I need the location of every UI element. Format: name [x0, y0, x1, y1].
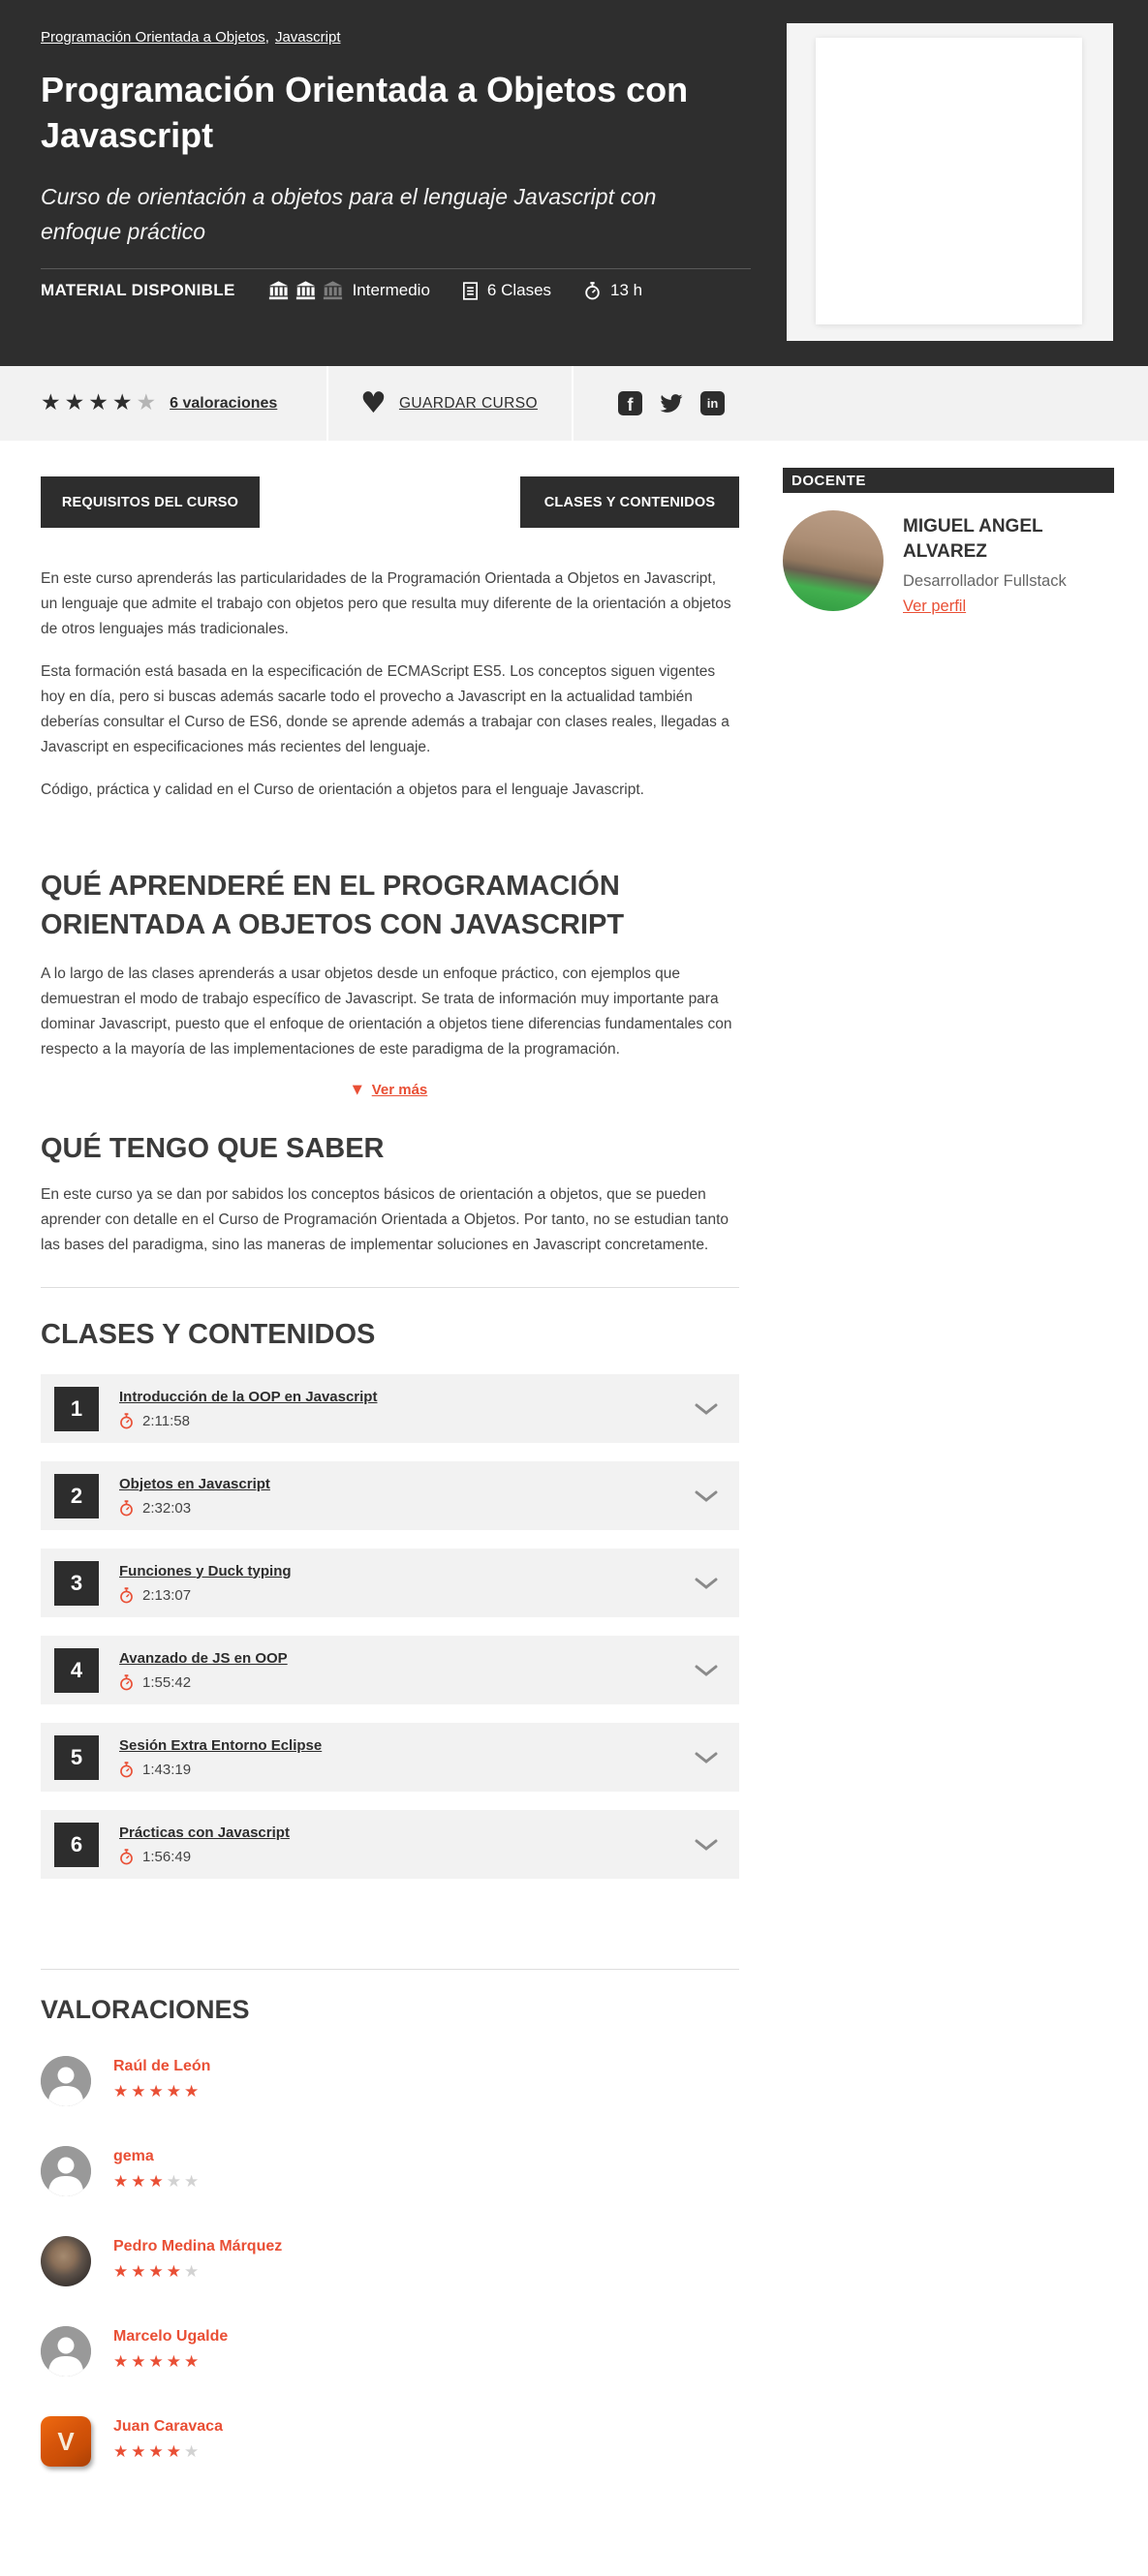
review-star-rating	[113, 2444, 223, 2462]
class-duration-text: 2:13:07	[142, 1586, 192, 1604]
duration-label: 13 h	[610, 281, 643, 299]
star-icon: ★	[184, 2172, 200, 2193]
class-info	[119, 1476, 270, 1517]
docente-card	[783, 510, 1114, 616]
star-icon: ★	[131, 2352, 146, 2373]
level-indicator	[268, 281, 430, 300]
document-icon	[463, 282, 478, 300]
chevron-down-icon[interactable]	[695, 1838, 718, 1851]
learn-section-heading: QUÉ APRENDERÉ EN EL PROGRAMACIÓN ORIENTADA A OBJETOS CON JAVASCRIPT	[41, 871, 625, 941]
course-image-placeholder	[787, 23, 1113, 341]
chevron-down-icon[interactable]	[695, 1489, 718, 1502]
intro-paragraph-3: Código, práctica y calidad en el Curso de orientación a objetos para el lenguaje Javascript.	[41, 782, 644, 798]
section-divider	[41, 1287, 739, 1288]
class-duration	[119, 1849, 290, 1865]
ver-mas-link[interactable]: Ver más	[371, 1082, 428, 1099]
class-row[interactable]	[41, 1549, 739, 1617]
class-title-link[interactable]: Objetos en Javascript	[119, 1475, 270, 1492]
star-icon: ★	[131, 2082, 146, 2102]
star-icon: ★	[184, 2442, 200, 2463]
linkedin-icon[interactable]: in	[700, 391, 725, 415]
reviewer-badge-avatar: V	[41, 2416, 91, 2467]
valoraciones-link[interactable]: 6 valoraciones	[170, 394, 278, 412]
star-icon: ★	[113, 2262, 129, 2283]
class-number-badge: 6	[54, 1823, 99, 1867]
stopwatch-icon	[119, 1413, 134, 1429]
star-icon: ★	[136, 390, 157, 415]
star-icon: ★	[148, 2352, 164, 2373]
docente-avatar	[783, 510, 884, 611]
heart-icon: ♥	[360, 385, 387, 420]
stopwatch-icon	[119, 1587, 134, 1604]
reviewer-name-link[interactable]: Pedro Medina Márquez	[113, 2238, 283, 2255]
reviews-section-heading: VALORACIONES	[41, 1995, 250, 2025]
class-duration	[119, 1587, 292, 1604]
class-duration-text: 1:56:49	[142, 1848, 192, 1865]
review-item	[41, 2326, 739, 2377]
person-placeholder-icon	[41, 2326, 91, 2377]
save-course-label[interactable]: GUARDAR CURSO	[398, 394, 538, 412]
reviewer-photo-avatar	[41, 2236, 91, 2286]
review-item	[41, 2146, 739, 2196]
class-info	[119, 1563, 292, 1604]
review-info	[113, 2326, 228, 2377]
review-info	[113, 2236, 282, 2286]
class-info	[119, 1825, 290, 1865]
section-tabs	[41, 476, 739, 528]
class-duration-text: 1:55:42	[142, 1673, 192, 1691]
class-row[interactable]	[41, 1461, 739, 1530]
tab-requisitos[interactable]: REQUISITOS DEL CURSO	[41, 476, 260, 528]
header-divider	[41, 268, 751, 269]
stopwatch-icon	[119, 1762, 134, 1778]
class-duration	[119, 1674, 288, 1691]
learn-section-paragraph: A lo largo de las clases aprenderás a usar objetos desde un enfoque práctico, con ejemplos que demuestran el modo de trabajo específico de Javascript. Se trata de información muy importante para dominar Javascript, puesto que el enfoque de orientación a objetos tiene diferencias fundamentales con respecto a la mayoría de las implementaciones de este paradigma de la programación.	[41, 966, 732, 1058]
chevron-down-icon[interactable]	[695, 1664, 718, 1676]
reviewer-name-link[interactable]: gema	[113, 2148, 154, 2165]
review-star-rating	[113, 2174, 202, 2192]
chevron-down-icon[interactable]	[695, 1751, 718, 1763]
star-icon: ★	[64, 390, 85, 415]
classes-section-heading: CLASES Y CONTENIDOS	[41, 1319, 376, 1351]
class-title-link[interactable]: Sesión Extra Entorno Eclipse	[119, 1736, 323, 1754]
triangle-down-icon: ▼	[352, 1083, 362, 1098]
star-icon: ★	[131, 2262, 146, 2283]
person-placeholder-icon	[41, 2056, 91, 2106]
star-rating	[41, 392, 160, 414]
star-icon: ★	[166, 2172, 181, 2193]
star-icon: ★	[166, 2442, 181, 2463]
star-icon: ★	[88, 390, 109, 415]
star-icon: ★	[113, 2442, 129, 2463]
review-star-rating	[113, 2084, 210, 2101]
review-item	[41, 2416, 739, 2467]
class-number-badge: 1	[54, 1387, 99, 1431]
course-rating	[41, 366, 277, 441]
breadcrumb	[41, 29, 341, 46]
main-content	[41, 476, 739, 2506]
duration-indicator	[584, 281, 642, 300]
bank-icon	[295, 281, 316, 300]
star-icon: ★	[113, 2082, 129, 2102]
material-available-label: MATERIAL DISPONIBLE	[41, 281, 235, 299]
breadcrumb-link-javascript[interactable]: Javascript	[274, 29, 341, 46]
star-icon: ★	[184, 2352, 200, 2373]
docente-info	[903, 510, 1077, 616]
level-label: Intermedio	[352, 281, 430, 299]
rating-toolbar	[0, 366, 1148, 441]
star-icon: ★	[131, 2442, 146, 2463]
star-icon: ★	[131, 2172, 146, 2193]
class-duration-text: 2:32:03	[142, 1499, 192, 1517]
person-placeholder-icon	[41, 2146, 91, 2196]
star-icon: ★	[166, 2352, 181, 2373]
chevron-down-icon[interactable]	[695, 1402, 718, 1415]
review-info	[113, 2416, 223, 2467]
course-header	[0, 0, 1148, 366]
toolbar-divider	[572, 366, 574, 441]
class-info	[119, 1650, 288, 1691]
twitter-icon[interactable]	[658, 392, 685, 414]
docente-name: MIGUEL ANGEL ALVAREZ	[903, 516, 1043, 562]
stopwatch-icon	[119, 1500, 134, 1517]
page-title: Programación Orientada a Objetos con Javascript	[41, 70, 689, 155]
review-info	[113, 2056, 210, 2106]
class-info	[119, 1737, 322, 1778]
section-divider	[41, 1969, 739, 1970]
class-row[interactable]	[41, 1636, 739, 1704]
review-info	[113, 2146, 202, 2196]
tab-clases-contenidos[interactable]: CLASES Y CONTENIDOS	[520, 476, 739, 528]
reviewer-name-link[interactable]: Juan Caravaca	[113, 2418, 223, 2436]
class-duration-text: 2:11:58	[142, 1412, 190, 1429]
star-icon: ★	[166, 2082, 181, 2102]
class-number-badge: 2	[54, 1474, 99, 1518]
class-title-link[interactable]: Prácticas con Javascript	[119, 1824, 290, 1841]
classes-count	[463, 281, 551, 300]
class-title-link[interactable]: Funciones y Duck typing	[119, 1562, 292, 1579]
save-course-button[interactable]	[326, 366, 572, 441]
reviewer-name-link[interactable]: Raúl de León	[113, 2058, 211, 2075]
docente-panel	[783, 468, 1114, 616]
facebook-icon[interactable]: f	[618, 391, 642, 415]
know-section-paragraph: En este curso ya se dan por sabidos los conceptos básicos de orientación a objetos, que se pueden aprender con detalle en el Curso de Programación Orientada a Objetos. Por tanto, no se estudian tanto las bases del paradigma, sino las maneras de implementar soluciones en Javascript concretamente.	[41, 1186, 729, 1254]
class-title-link[interactable]: Introducción de la OOP en Javascript	[119, 1388, 378, 1405]
stopwatch-icon	[119, 1674, 134, 1691]
review-item	[41, 2236, 739, 2286]
course-image-inner	[816, 38, 1082, 324]
docente-role: Desarrollador Fullstack	[903, 572, 1067, 591]
star-icon: ★	[113, 2172, 129, 2193]
course-subtitle: Curso de orientación a objetos para el lenguaje Javascript con enfoque práctico	[41, 184, 657, 244]
class-number-badge: 5	[54, 1735, 99, 1780]
stopwatch-icon	[584, 282, 601, 300]
chevron-down-icon[interactable]	[695, 1577, 718, 1589]
intro-paragraph-2: Esta formación está basada en la especificación de ECMAScript ES5. Los conceptos siguen vigentes hoy en día, pero si buscas además sacarle todo el provecho a Javascript en la actualidad también deberías consultar el Curso de ES6, donde se aprende además a trabajar con clases reales, llegadas a Javascript en especificaciones más recientes del lenguaje.	[41, 663, 729, 755]
docente-panel-title: DOCENTE	[783, 468, 1114, 493]
star-icon: ★	[113, 2352, 129, 2373]
classes-count-label: 6 Clases	[486, 281, 552, 299]
class-row[interactable]	[41, 1374, 739, 1443]
class-number-badge: 3	[54, 1561, 99, 1606]
classes-list	[41, 1374, 739, 1879]
star-icon: ★	[148, 2172, 164, 2193]
reviews-list	[41, 2056, 739, 2467]
star-icon: ★	[148, 2442, 164, 2463]
review-item	[41, 2056, 739, 2106]
star-icon: ★	[148, 2262, 164, 2283]
intro-paragraph-1: En este curso aprenderás las particularidades de la Programación Orientada a Objetos en Javascript, un lenguaje que admite el trabajo con objetos pero que resulta muy diferente de la orientación a objetos de otros lenguajes más tradicionales.	[41, 570, 731, 637]
star-icon: ★	[184, 2082, 200, 2102]
class-duration	[119, 1413, 377, 1429]
breadcrumb-separator: ,	[264, 29, 269, 46]
course-meta-row	[41, 281, 758, 300]
class-number-badge: 4	[54, 1648, 99, 1693]
class-duration-text: 1:43:19	[142, 1761, 192, 1778]
class-duration	[119, 1500, 270, 1517]
class-title-link[interactable]: Avanzado de JS en OOP	[119, 1649, 288, 1667]
bank-icon-dimmed	[323, 281, 343, 300]
class-row[interactable]	[41, 1810, 739, 1879]
know-section-heading: QUÉ TENGO QUE SABER	[41, 1133, 385, 1165]
bank-icon	[268, 281, 289, 300]
class-duration	[119, 1762, 322, 1778]
breadcrumb-link-categoria[interactable]: Programación Orientada a Objetos	[41, 29, 265, 46]
star-icon: ★	[148, 2082, 164, 2102]
reviewer-name-link[interactable]: Marcelo Ugalde	[113, 2328, 229, 2346]
social-share-group	[618, 366, 725, 441]
stopwatch-icon	[119, 1849, 134, 1865]
star-icon: ★	[184, 2262, 200, 2283]
ver-mas-row	[41, 1082, 739, 1098]
star-icon: ★	[166, 2262, 181, 2283]
class-info	[119, 1389, 377, 1429]
review-star-rating	[113, 2264, 282, 2282]
ver-perfil-link[interactable]: Ver perfil	[903, 598, 967, 616]
review-star-rating	[113, 2354, 228, 2372]
star-icon: ★	[41, 390, 61, 415]
star-icon: ★	[111, 390, 133, 415]
class-row[interactable]	[41, 1723, 739, 1792]
